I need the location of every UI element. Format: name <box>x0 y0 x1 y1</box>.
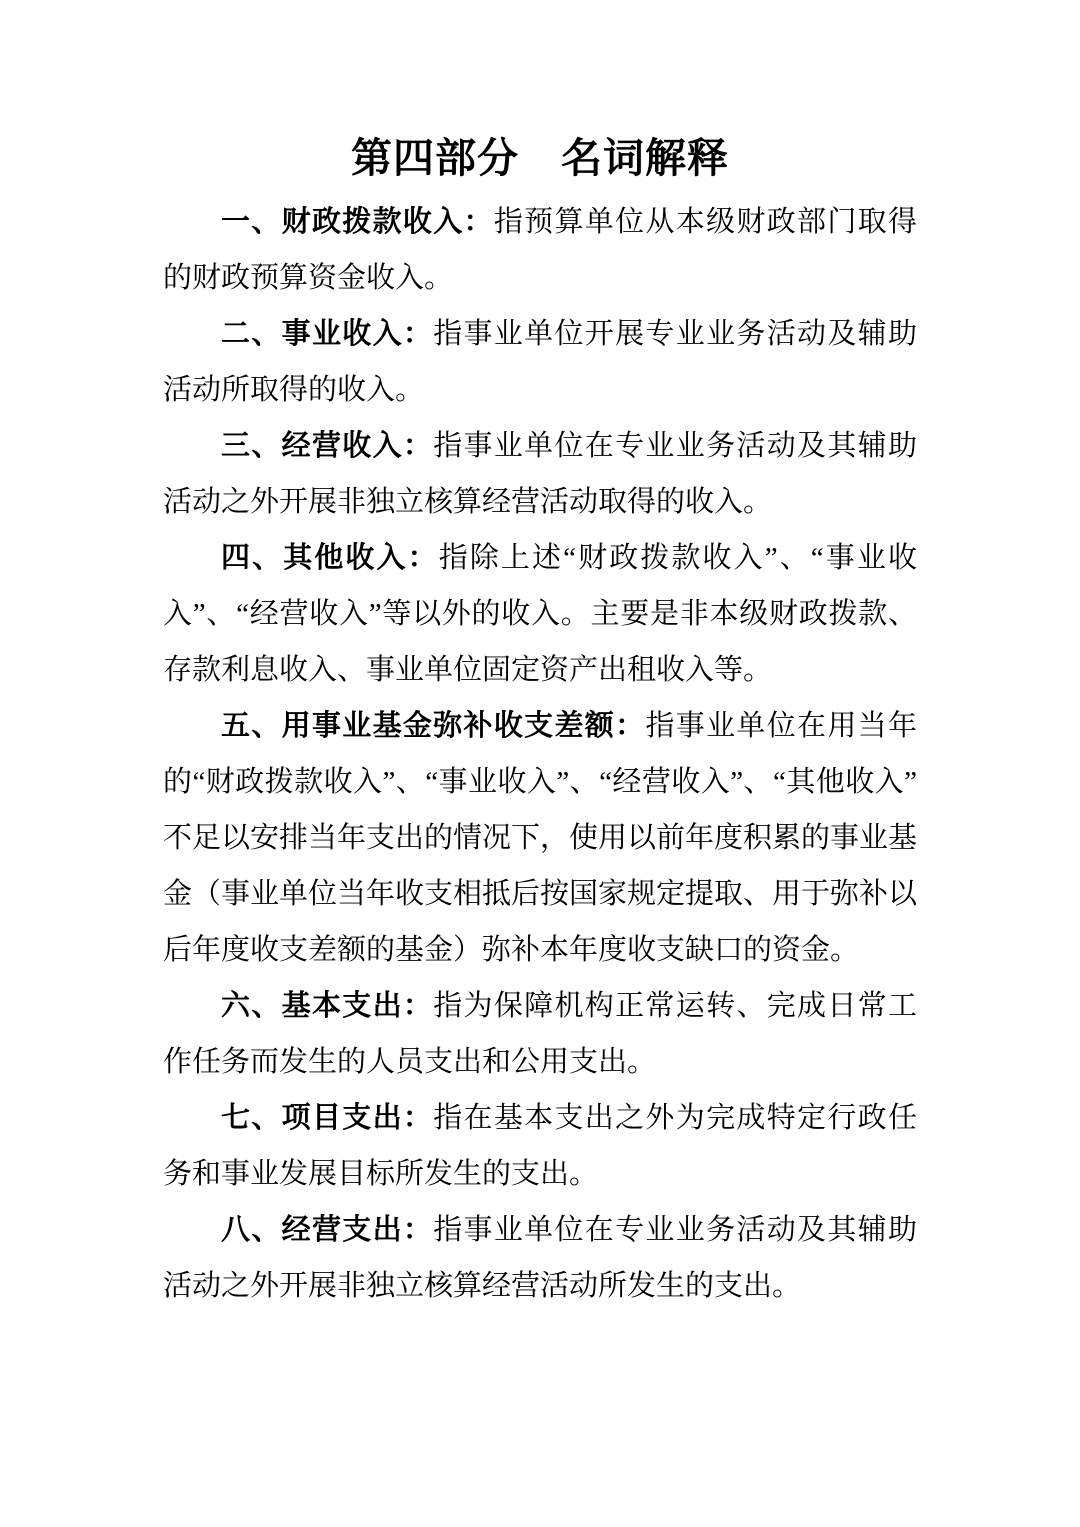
term-definition: 指事业单位在专业业务活动及其辅助活动之外开展非独立核算经营活动取得的收入。 <box>163 430 917 518</box>
term-definition: 指预算单位从本级财政部门取得的财政预算资金收入。 <box>163 206 917 294</box>
term-paragraph <box>163 194 917 306</box>
term-label: 四、其他收入： <box>221 542 439 574</box>
term-definition: 指事业单位在专业业务活动及其辅助活动之外开展非独立核算经营活动所发生的支出。 <box>163 1214 917 1302</box>
term-label: 三、经营收入： <box>221 430 434 462</box>
term-paragraph <box>163 306 917 418</box>
term-definition: 指除上述“财政拨款收入”、“事业收入”、“经营收入”等以外的收入。主要是非本级财政拨款、存款利息收入、事业单位固定资产出租收入等。 <box>163 542 917 686</box>
term-paragraph <box>163 978 917 1090</box>
term-label: 五、用事业基金弥补收支差额： <box>221 710 646 742</box>
term-definition: 指为保障机构正常运转、完成日常工作任务而发生的人员支出和公用支出。 <box>163 990 917 1078</box>
term-definition: 指事业单位在用当年的“财政拨款收入”、“事业收入”、“经营收入”、“其他收入”不足以安排当年支出的情况下，使用以前年度积累的事业基金（事业单位当年收支相抵后按国家规定提取、用于弥补以后年度收支差额的基金）弥补本年度收支缺口的资金。 <box>163 710 918 966</box>
term-paragraph <box>163 698 917 978</box>
term-paragraph <box>163 1202 917 1314</box>
term-label: 一、财政拨款收入： <box>221 206 494 238</box>
term-label: 二、事业收入： <box>221 318 434 350</box>
term-paragraph <box>163 1090 917 1202</box>
page-title: 第四部分 名词解释 <box>351 135 729 181</box>
term-label: 六、基本支出： <box>221 990 434 1022</box>
term-label: 八、经营支出： <box>221 1214 434 1246</box>
term-definition: 指在基本支出之外为完成特定行政任务和事业发展目标所发生的支出。 <box>163 1102 917 1190</box>
term-paragraph <box>163 530 917 698</box>
term-definition: 指事业单位开展专业业务活动及辅助活动所取得的收入。 <box>163 318 917 406</box>
document-content <box>163 122 917 1314</box>
term-paragraph <box>163 418 917 530</box>
term-label: 七、项目支出： <box>221 1102 434 1134</box>
